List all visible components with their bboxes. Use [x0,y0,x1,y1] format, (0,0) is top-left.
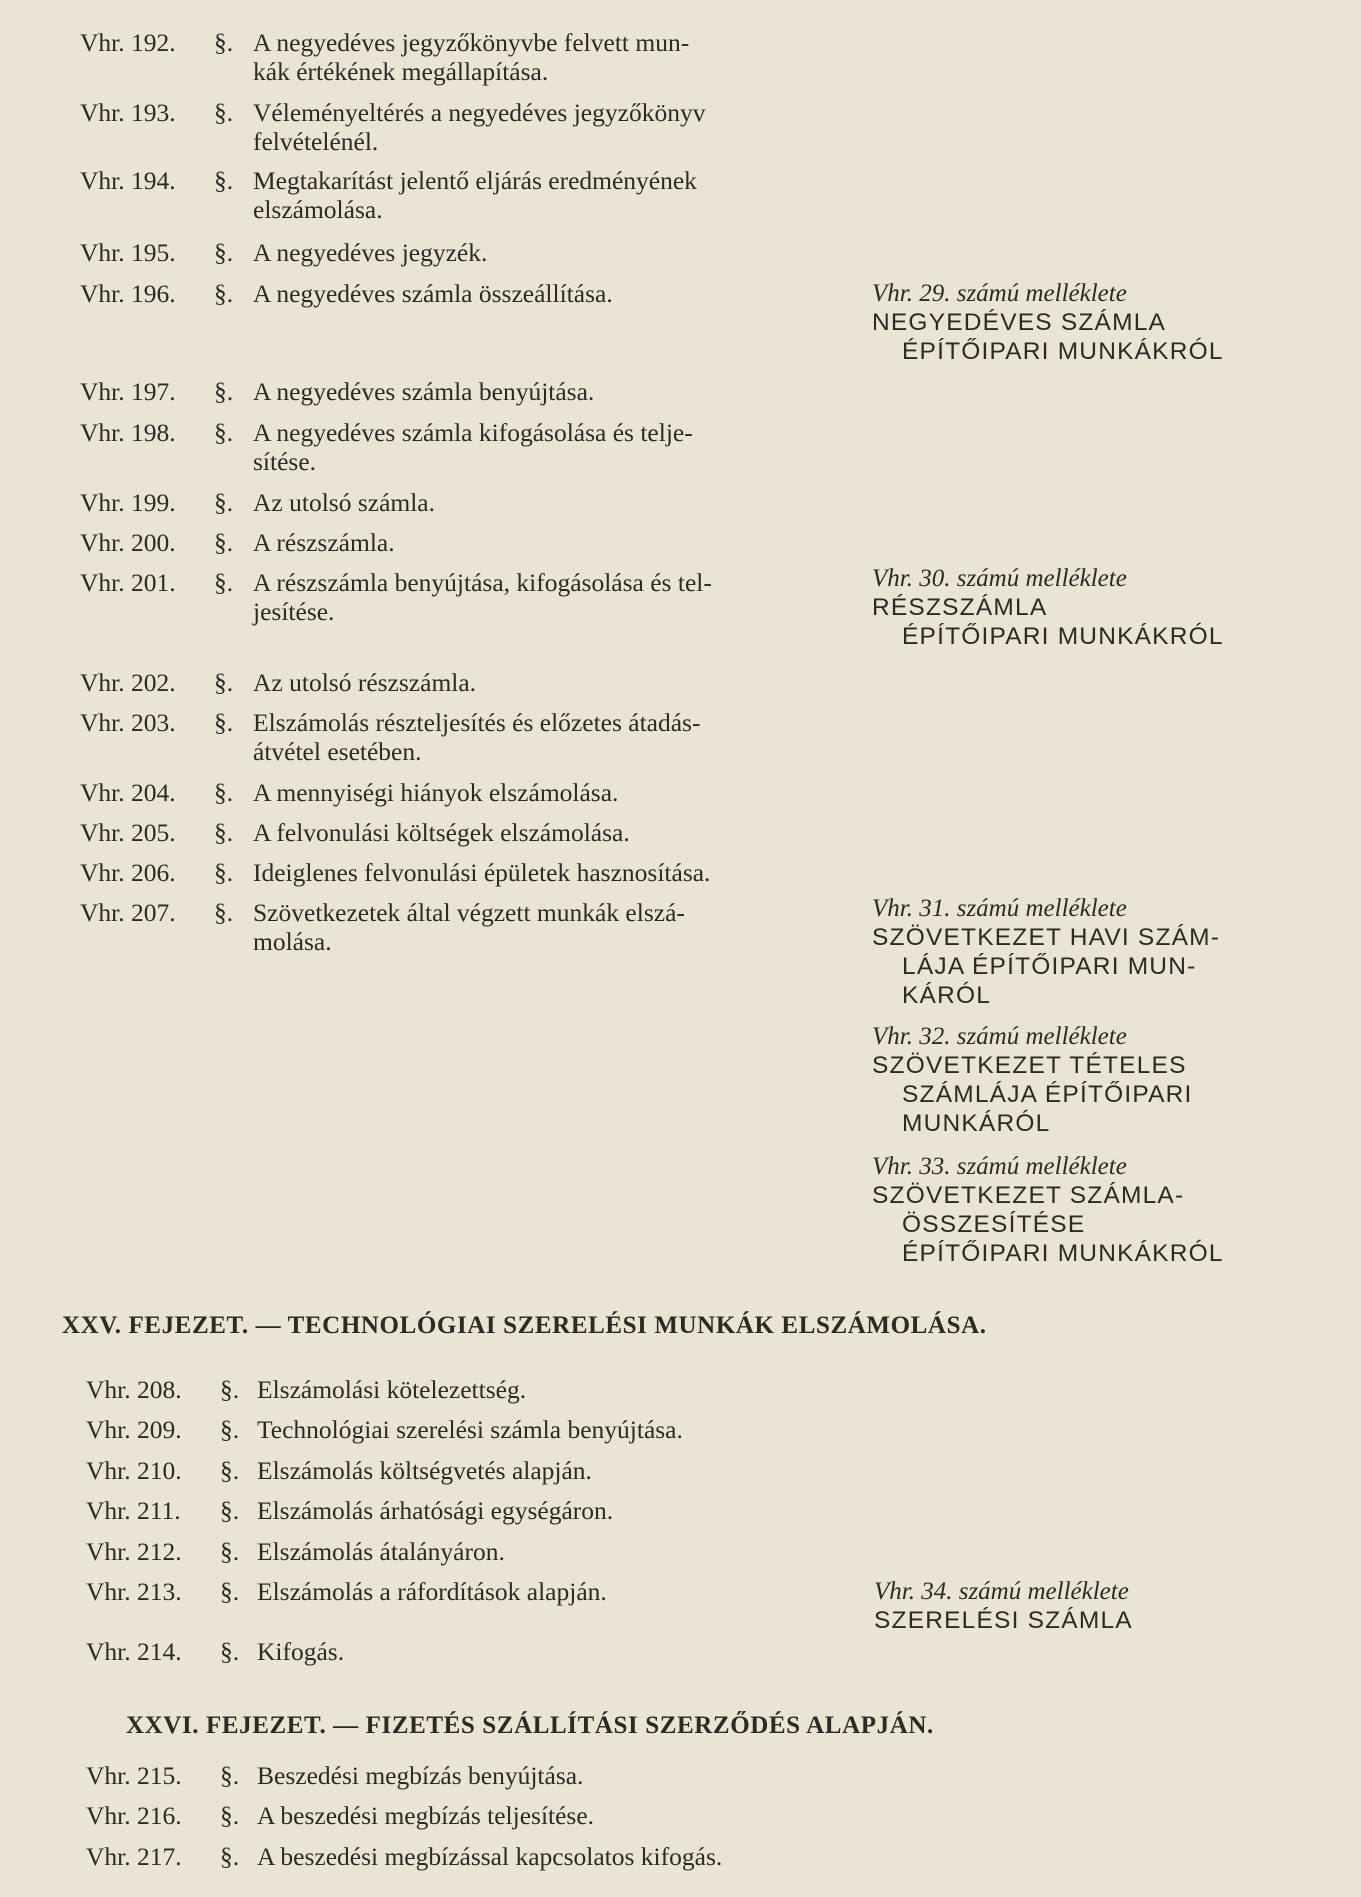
entry-text: Az utolsó számla. [253,488,435,517]
section-sign: §. [214,418,234,447]
entry-ref: Vhr. 192. [80,28,176,57]
entry-text: A negyedéves számla benyújtása. [253,377,595,406]
entry-text: Elszámolás átalányáron. [257,1537,505,1566]
section-sign: §. [220,1375,240,1404]
entry-text: A negyedéves jegyzék. [253,238,488,267]
entry-text: A beszedési megbízás teljesítése. [257,1801,595,1830]
entry-text: A részszámla benyújtása, kifogásolása és tel- jesítése. [253,568,712,626]
entry-ref: Vhr. 212. [86,1537,182,1566]
annex-label: Vhr. 33. számú melléklete [872,1153,1127,1180]
entry-ref: Vhr. 207. [80,898,176,927]
entry-ref: Vhr. 210. [86,1456,182,1485]
section-sign: §. [220,1842,240,1871]
section-sign: §. [214,818,234,847]
annex-block: Vhr. 31. számú melléklete SZÖVETKEZET HAVI SZÁM- LÁJA ÉPÍTŐIPARI MUN- KÁRÓL [872,894,1292,1010]
annex-label: Vhr. 32. számú melléklete [872,1023,1127,1050]
annex-label: Vhr. 30. számú melléklete [872,565,1127,592]
annex-block: Vhr. 29. számú melléklete NEGYEDÉVES SZÁMLA ÉPÍTŐIPARI MUNKÁKRÓL [872,279,1292,366]
chapter-heading: XXV. FEJEZET. — TECHNOLÓGIAI SZERELÉSI MUNKÁK ELSZÁMOLÁSA. [62,1312,987,1339]
entry-ref: Vhr. 195. [80,238,176,267]
entry-text: A negyedéves jegyzőkönyvbe felvett mun- kák értékének megállapítása. [253,28,690,86]
entry-ref: Vhr. 206. [80,858,176,887]
section-sign: §. [214,528,234,557]
entry-text: Technológiai szerelési számla benyújtása. [257,1415,683,1444]
section-sign: §. [214,28,234,57]
entry-ref: Vhr. 201. [80,568,176,597]
entry-text: Megtakarítást jelentő eljárás eredményének elszámolása. [253,166,697,224]
entry-ref: Vhr. 208. [86,1375,182,1404]
section-sign: §. [214,377,234,406]
annex-label: Vhr. 34. számú melléklete [874,1578,1129,1605]
entry-text: A negyedéves számla összeállítása. [253,279,613,308]
section-sign: §. [214,668,234,697]
entry-text: Beszedési megbízás benyújtása. [257,1761,584,1790]
entry-ref: Vhr. 216. [86,1801,182,1830]
section-sign: §. [214,238,234,267]
annex-block: Vhr. 33. számú melléklete SZÖVETKEZET SZÁMLA- ÖSSZESÍTÉSE ÉPÍTŐIPARI MUNKÁKRÓL [872,1152,1292,1268]
section-sign: §. [220,1761,240,1790]
annex-block: Vhr. 34. számú melléklete SZERELÉSI SZÁMLA [874,1577,1294,1635]
section-sign: §. [220,1577,240,1606]
entry-ref: Vhr. 197. [80,377,176,406]
entry-text: A részszámla. [253,528,395,557]
annex-label: Vhr. 29. számú melléklete [872,280,1127,307]
section-sign: §. [214,568,234,597]
annex-block: Vhr. 30. számú melléklete RÉSZSZÁMLA ÉPÍTŐIPARI MUNKÁKRÓL [872,564,1292,651]
entry-ref: Vhr. 194. [80,166,176,195]
entry-text: Véleményeltérés a negyedéves jegyzőkönyv felvételénél. [253,98,706,156]
entry-ref: Vhr. 204. [80,778,176,807]
entry-ref: Vhr. 199. [80,488,176,517]
entry-text: A mennyiségi hiányok elszámolása. [253,778,619,807]
section-sign: §. [214,778,234,807]
section-sign: §. [214,166,234,195]
entry-text: Elszámolás a ráfordítások alapján. [257,1577,607,1606]
section-sign: §. [220,1496,240,1525]
section-sign: §. [220,1456,240,1485]
section-sign: §. [214,858,234,887]
entry-text: Elszámolási kötelezettség. [257,1375,527,1404]
entry-ref: Vhr. 215. [86,1761,182,1790]
entry-ref: Vhr. 200. [80,528,176,557]
entry-text: A negyedéves számla kifogásolása és telje- sítése. [253,418,693,476]
section-sign: §. [220,1801,240,1830]
section-sign: §. [214,898,234,927]
entry-ref: Vhr. 196. [80,279,176,308]
entry-ref: Vhr. 213. [86,1577,182,1606]
section-sign: §. [214,98,234,127]
entry-ref: Vhr. 214. [86,1637,182,1666]
entry-ref: Vhr. 198. [80,418,176,447]
section-sign: §. [214,488,234,517]
chapter-heading: XXVI. FEJEZET. — FIZETÉS SZÁLLÍTÁSI SZERZŐDÉS ALAPJÁN. [126,1712,934,1739]
annex-block: Vhr. 32. számú melléklete SZÖVETKEZET TÉTELES SZÁMLÁJA ÉPÍTŐIPARI MUNKÁRÓL [872,1022,1292,1138]
entry-text: A beszedési megbízással kapcsolatos kifogás. [257,1842,723,1871]
entry-ref: Vhr. 217. [86,1842,182,1871]
entry-ref: Vhr. 205. [80,818,176,847]
section-sign: §. [220,1415,240,1444]
entry-ref: Vhr. 193. [80,98,176,127]
entry-text: A felvonulási költségek elszámolása. [253,818,630,847]
entry-text: Ideiglenes felvonulási épületek hasznosítása. [253,858,711,887]
section-sign: §. [220,1637,240,1666]
section-sign: §. [214,279,234,308]
entry-text: Elszámolás árhatósági egységáron. [257,1496,614,1525]
section-sign: §. [214,708,234,737]
entry-text: Kifogás. [257,1637,345,1666]
entry-text: Szövetkezetek által végzett munkák elszá- molása. [253,898,685,956]
entry-ref: Vhr. 202. [80,668,176,697]
entry-text: Elszámolás költségvetés alapján. [257,1456,592,1485]
entry-text: Az utolsó részszámla. [253,668,477,697]
entry-ref: Vhr. 211. [86,1496,181,1525]
section-sign: §. [220,1537,240,1566]
annex-label: Vhr. 31. számú melléklete [872,895,1127,922]
entry-ref: Vhr. 203. [80,708,176,737]
entry-ref: Vhr. 209. [86,1415,182,1444]
entry-text: Elszámolás részteljesítés és előzetes átadás- átvétel esetében. [253,708,701,766]
